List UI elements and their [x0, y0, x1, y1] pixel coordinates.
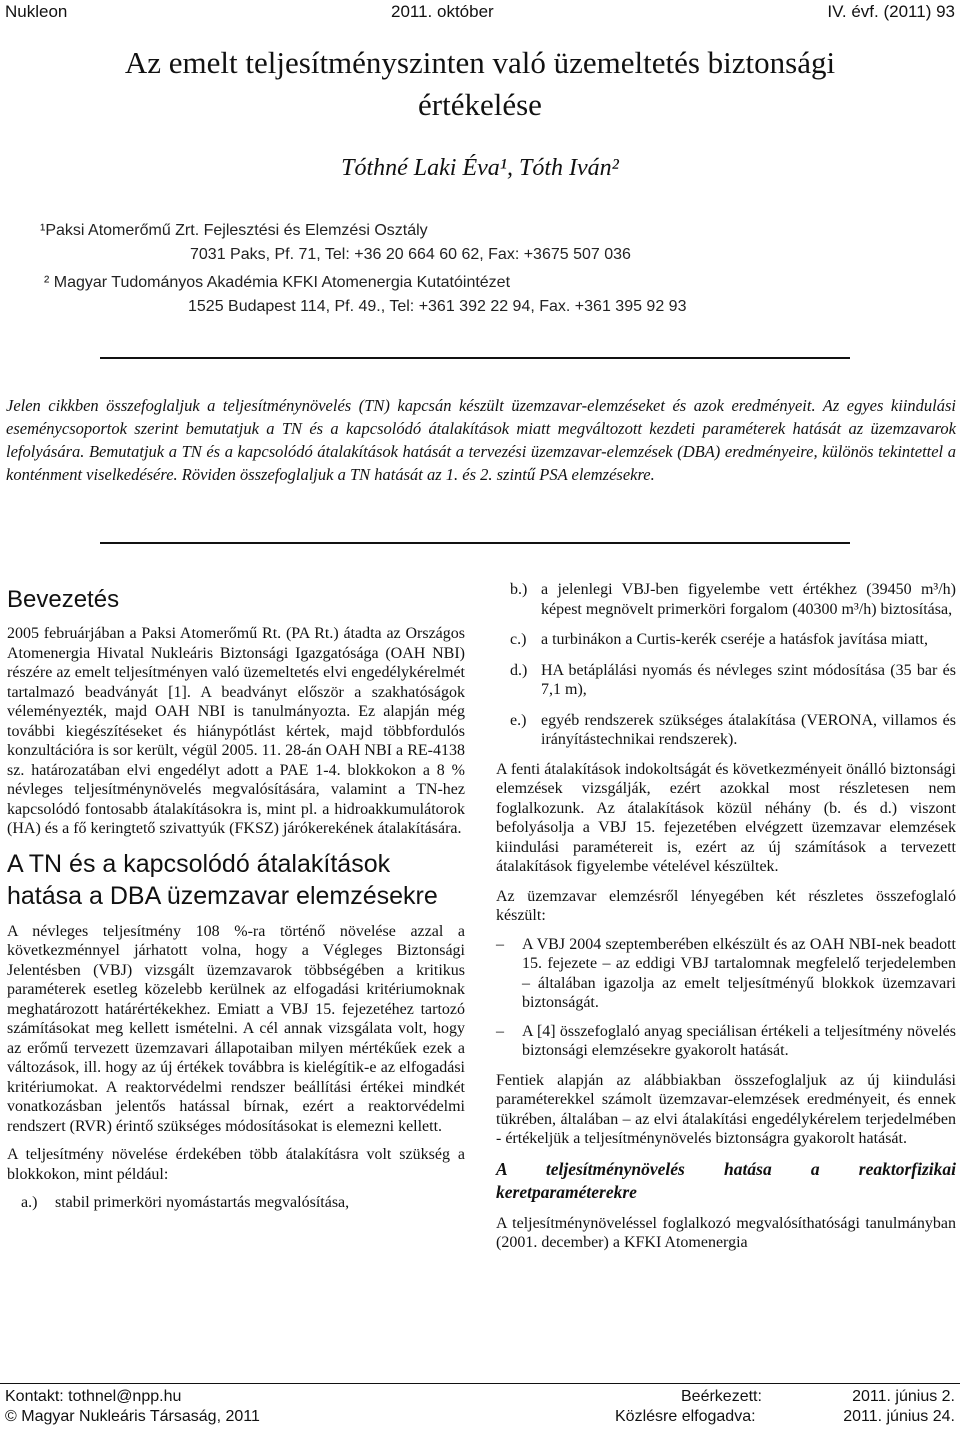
dash-item-2: [496, 1022, 956, 1061]
list-item-b-text: a jelenlegi VBJ-ben figyelembe vett értékhez (39450 m³/h) képest megnövelt primerköri forgalom (40300 m³/h) biztosítása,: [541, 581, 956, 618]
dash-item-1: [496, 935, 956, 1013]
dash-item-1-label: –: [496, 935, 504, 953]
title-line-2: értékelése: [418, 87, 542, 122]
contact-email: Kontakt: tothnel@npp.hu: [5, 1388, 182, 1405]
list-item-a-label: a.): [21, 1194, 38, 1211]
copyright: © Magyar Nukleáris Társaság, 2011: [5, 1408, 260, 1425]
list-item-c-label: c.): [510, 631, 527, 648]
right-column: [496, 580, 956, 1253]
issue-volume: IV. évf. (2011) 93: [827, 2, 955, 21]
list-item-e: [496, 711, 956, 750]
journal-name: Nukleon: [5, 2, 68, 21]
abstract: Jelen cikkben összefoglaljuk a teljesítménynövelés (TN) kapcsán készült üzemzavar-elemzéseket és azok eredményeit. Az egyes kiindulási eseménycsoportok szerint bemutatjuk a TN és a kapcsolódó átalakítások miatt megváltozott kezdeti paraméterek hatását az üzemzavarok lefolyására. Bemutatjuk a TN és a kapcsolódó átalakítások hatását a tervezési üzemzavar-elemzések (DBA) eredményeire, különös tekintettel a konténment viselkedésére. Röviden összefoglaljuk a TN hatását az 1. és 2. szintű PSA elemzésekre.: [6, 396, 956, 484]
title-line-1: Az emelt teljesítményszinten való üzemeltetés biztonsági: [124, 45, 836, 80]
footer: [5, 1388, 955, 1428]
list-item-c: [496, 630, 956, 650]
dash-item-1-text: A VBJ 2004 szeptemberében elkészült és az OAH NBI-nek beadott 15. fejezete – az eddigi VBJ tartalomnak megfelelő terjedelemben – általában igazolja az emelt teljesítményű blokkok üzemzavari biztonságát.: [522, 935, 956, 1011]
list-item-a: [7, 1193, 465, 1213]
section-heading-intro: Bevezetés: [7, 586, 120, 613]
list-item-d-text: HA betáplálási nyomás és névleges szint módosítása (35 bar és 7,1 m),: [541, 661, 956, 698]
accepted-label: Közlésre elfogadva:: [615, 1408, 756, 1425]
received-date: 2011. június 2.: [852, 1388, 955, 1405]
paragraph-reactor: A teljesítménynöveléssel foglalkozó megvalósíthatósági tanulmányban (2001. december) a KFKI Atomenergia: [496, 1214, 956, 1251]
list-item-d-label: d.): [510, 661, 528, 679]
paragraph-modifications: A teljesítmény növelése érdekében több átalakításra volt szükség a blokkokon, mint például:: [7, 1146, 465, 1183]
dash-item-2-text: A [4] összefoglaló anyag speciálisan értékeli a teljesítmény növelés biztonsági elemzésekre gyakorolt hatását.: [522, 1022, 956, 1059]
left-column: [7, 586, 465, 1213]
list-item-d: [496, 661, 956, 700]
affiliation-1-name: ¹Paksi Atomerőmű Zrt. Fejlesztési és Elemzési Osztály: [40, 222, 428, 239]
paragraph-ket: Az üzemzavar elemzésről lényegében két részletes összefoglaló készült:: [496, 887, 956, 924]
section-heading-tn-line-1: A TN és a kapcsolódó átalakítások: [7, 849, 391, 878]
paragraph-tn: A névleges teljesítmény 108 %-ra történő növelése azzal a következménnyel járhatott volna, hogy a Végleges Biztonsági Jelentésben (VBJ) vizsgált üzemzavarok többségében a kritikus paraméterek esetleg közelebb kerülnek az elfogadási kritériumoknak meghatározott határértékekhez. Emiatt a VBJ 15. fejezetéhez tartozó számításokat meg kellett ismételni. A cél annak vizsgálata volt, hogy az erőmű tervezett üzemzavari állapotaiban milyen mértékűek ezek a változások, ill. hogy az új értékek továbbra is kielégítik-e az elfogadási kritériumokat. A reaktorvédelmi rendszer beállítási értékei mindkét vonatkozásban jelentős hatással bírnak, ezért a reaktorvédelmi rendszert (RVR) érintő szükséges módosításokat is elemezni kellett.: [7, 922, 465, 1135]
list-item-a-text: stabil primerköri nyomástartás megvalósítása,: [55, 1194, 350, 1211]
section-heading-tn: [7, 848, 465, 912]
paragraph-fentiek: Fentiek alapján az alábbiakban összefoglaljuk az új kiindulási paraméterekkel számolt üzemzavar-elemzések eredményeit, és ennek tükrében, általában – az elvi átalakítási engedélykérelem terjedelmében - értékeljük a teljesítménynövelés biztonságra gyakorolt hatását.: [496, 1071, 956, 1147]
subsection-heading-reactor: A teljesítménynövelés hatása a reaktorfizikai keretparaméterekre: [496, 1158, 956, 1202]
divider-top: [100, 357, 850, 359]
paper-title: [0, 42, 960, 126]
received-label: Beérkezett:: [681, 1388, 762, 1405]
authors: Tóthné Laki Éva¹, Tóth Iván²: [341, 155, 619, 181]
dash-item-2-label: –: [496, 1022, 504, 1040]
divider-bottom: [100, 542, 850, 544]
accepted-date: 2011. június 24.: [843, 1408, 955, 1425]
section-heading-tn-line-2: hatása a DBA üzemzavar elemzésekre: [7, 881, 438, 910]
issue-date: 2011. október: [391, 2, 494, 21]
paragraph-fenti: A fenti átalakítások indokoltságát és következményeit önálló biztonsági elemzések vizsgálják, ezért azokkal most részletesen nem foglalkozunk. Az átalakítások közül néhány (b. és d.) viszont befolyásolja a VBJ 15. fejezetében elvégzett üzemzavar elemzések kiindulási paramétereit is, ezért az új számítások a tervezett átalakítások figyelembe vételével készültek.: [496, 760, 956, 875]
affiliation-1-address: 7031 Paks, Pf. 71, Tel: +36 20 664 60 62, Fax: +3675 507 036: [190, 246, 631, 263]
affiliation-2-name: ² Magyar Tudományos Akadémia KFKI Atomenergia Kutatóintézet: [44, 274, 511, 291]
list-item-b: [496, 580, 956, 619]
footer-rule: [0, 1383, 960, 1384]
list-item-e-text: egyéb rendszerek szükséges átalakítása (VERONA, villamos és irányítástechnikai rendszerek).: [541, 711, 956, 748]
running-header: [5, 0, 955, 24]
list-item-e-label: e.): [510, 711, 527, 729]
list-item-b-label: b.): [510, 581, 528, 598]
affiliation-2-address: 1525 Budapest 114, Pf. 49., Tel: +361 392 22 94, Fax. +361 395 92 93: [188, 298, 687, 315]
list-item-c-text: a turbinákon a Curtis-kerék cseréje a hatásfok javítása miatt,: [541, 631, 928, 648]
paragraph-intro: 2005 februárjában a Paksi Atomerőmű Rt. (PA Rt.) átadta az Országos Atomenergia Hivatal Nukleáris Biztonsági Igazgatósága (OAH NBI) részére az emelt teljesítményen való üzemeltetés elvi engedélykérelmét tartalmazó beadványát [1]. A beadványt először a szakhatóságok véleményezték, majd OAH NBI is tanulmányozta. Ez alapján még további kiegészítéseket és hiánypótlást kértek, majd többfordulós konzultációra is sor került, végül 2005. 11. 28-án OAH NBI a RE-4138 sz. határozatában elvi engedélyt adott a PAE 1-4. blokkokon a 8 % névleges teljesítménynövelés megvalósítására, valamint a TN-hez kapcsolódó fontosabb átalakításokra is, mint pl. a hidroakkumulátorok (HA) és a fő keringtető szivattyúk (FKSZ) járókerekének átalakítására.: [7, 625, 465, 837]
